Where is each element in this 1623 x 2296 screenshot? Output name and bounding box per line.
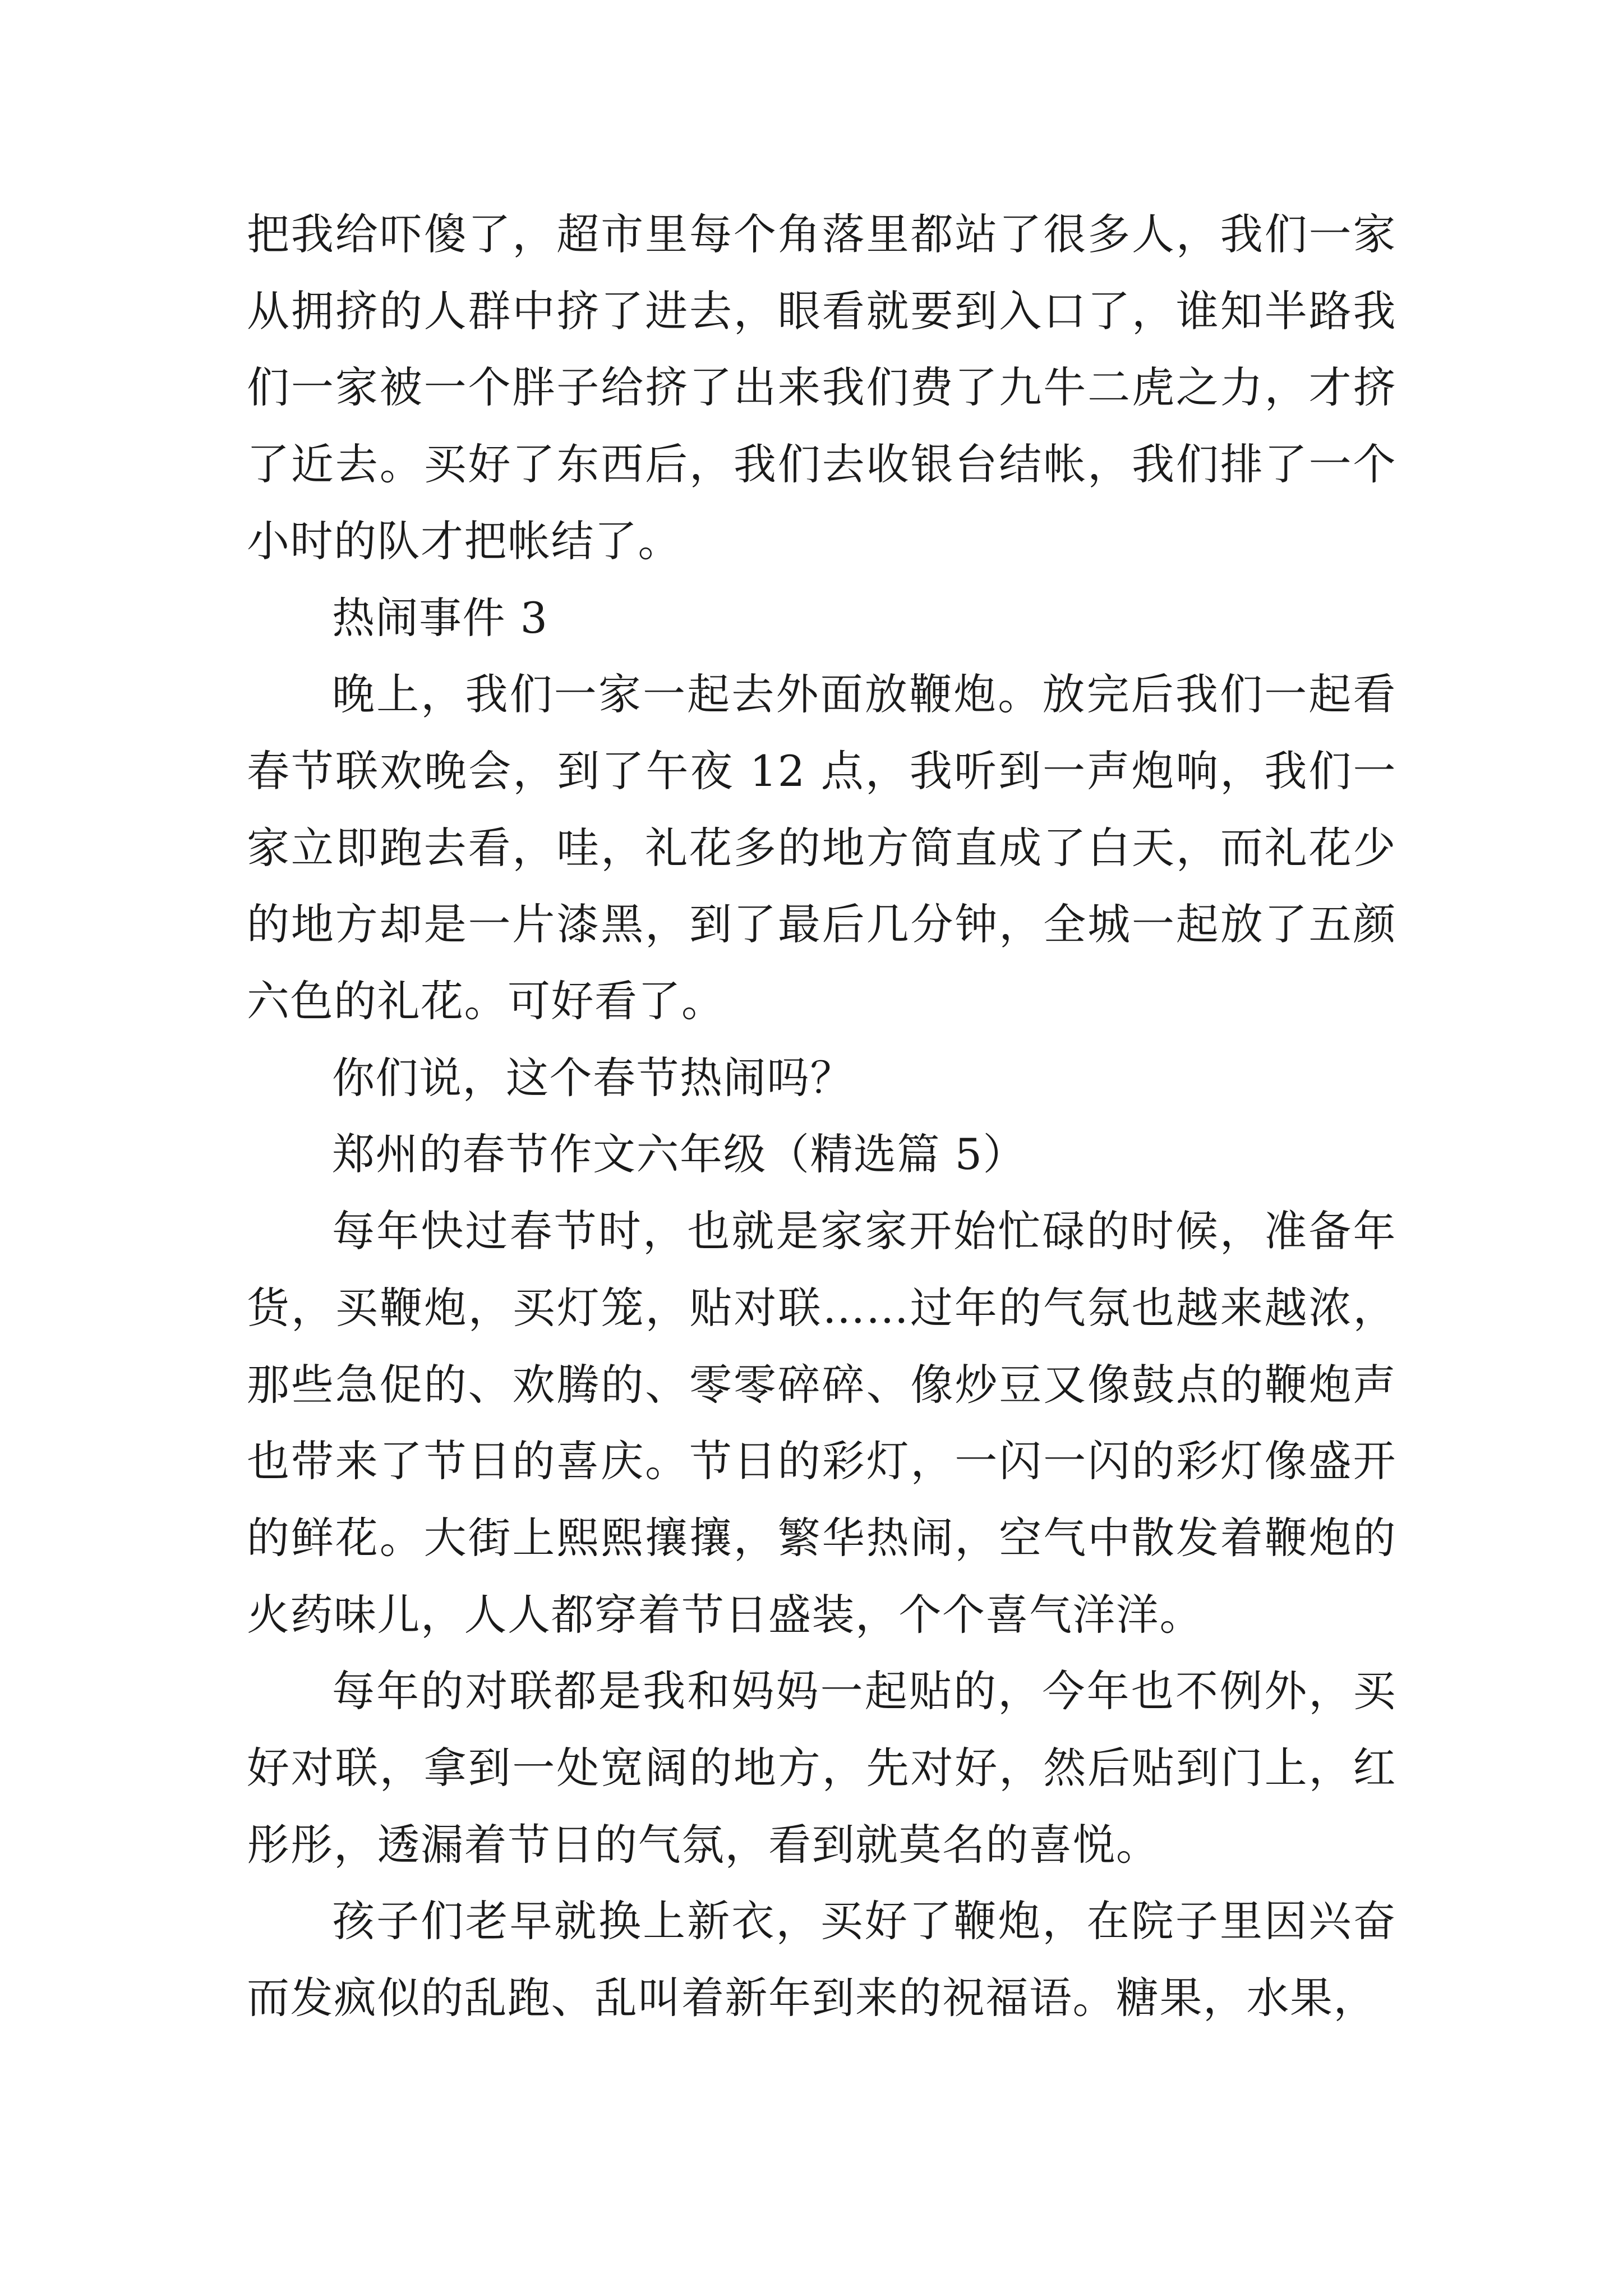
paragraph: 孩子们老早就换上新衣，买好了鞭炮，在院子里因兴奋而发疯似的乱跑、乱叫着新年到来的祝福语。糖果，水果， [247, 1896, 1396, 2023]
paragraph: 把我给吓傻了，超市里每个角落里都站了很多人，我们一家从拥挤的人群中挤了进去，眼看就要到入口了，谁知半路我们一家被一个胖子给挤了出来我们费了九牛二虎之力，才挤了近去。买好了东西后，我们去收银台结帐，我们排了一个小时的队才把帐结了。 [247, 209, 1396, 566]
paragraph: 你们说，这个春节热闹吗？ [332, 1052, 854, 1103]
article-title: 郑州的春节作文六年级（精选篇 5） [332, 1129, 1027, 1180]
paragraph: 每年的对联都是我和妈妈一起贴的，今年也不例外，买好对联，拿到一处宽阔的地方，先对好，然后贴到门上，红彤彤，透漏着节日的气氛，看到就莫名的喜悦。 [247, 1666, 1396, 1870]
paragraph: 晚上，我们一家一起去外面放鞭炮。放完后我们一起看春节联欢晚会，到了午夜 12 点，我听到一声炮响，我们一家立即跑去看，哇，礼花多的地方简直成了白天，而礼花少的地方却是一片漆黑，到了最后几分钟，全城一起放了五颜六色的礼花。可好看了。 [247, 669, 1396, 1027]
paragraph: 每年快过春节时，也就是家家开始忙碌的时候，准备年货，买鞭炮，买灯笼，贴对联……过年的气氛也越来越浓，那些急促的、欢腾的、零零碎碎、像炒豆又像鼓点的鞭炮声也带来了节日的喜庆。节日的彩灯，一闪一闪的彩灯像盛开的鲜花。大街上熙熙攘攘，繁华热闹，空气中散发着鞭炮的火药味儿，人人都穿着节日盛装，个个喜气洋洋。 [247, 1206, 1396, 1640]
document-body [247, 196, 1396, 2037]
section-heading: 热闹事件 3 [332, 592, 548, 643]
